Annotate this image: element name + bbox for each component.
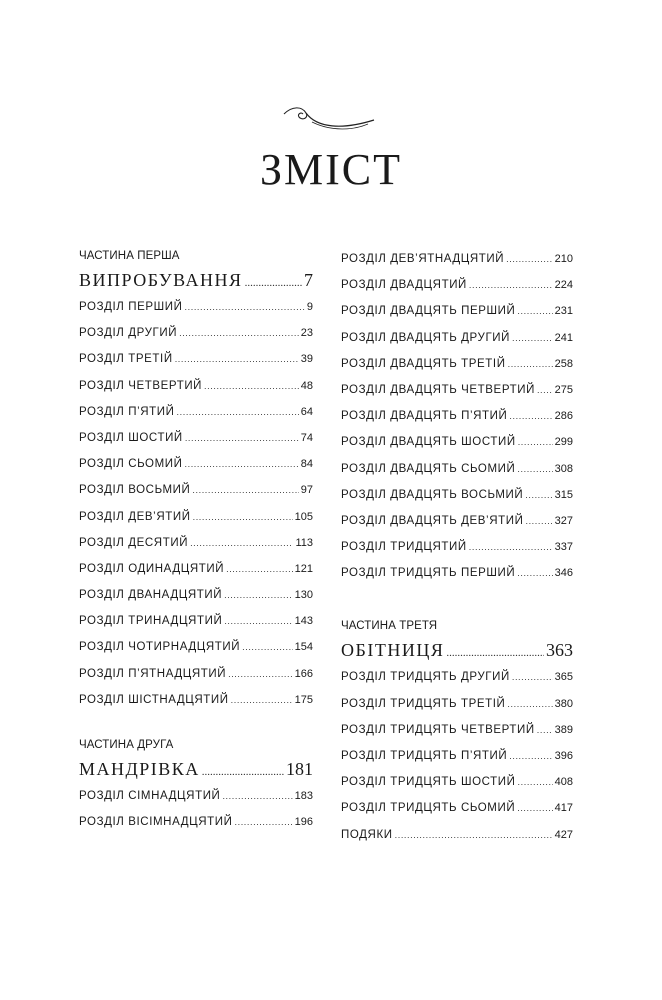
page-number: 396 [554, 750, 573, 762]
chapter-title: РОЗДІЛ ДВАДЦЯТЬ ТРЕТІЙ [341, 357, 506, 370]
chapter-title: РОЗДІЛ ЧОТИРНАДЦЯТИЙ [79, 641, 241, 654]
dot-leader [518, 769, 553, 795]
toc-entry[interactable] [341, 691, 573, 717]
dot-leader [469, 272, 553, 298]
toc-entry[interactable] [79, 687, 313, 713]
part-header: ЧАСТИНА ПЕРША [79, 250, 180, 262]
dot-leader [185, 451, 299, 477]
page-number: 113 [295, 536, 313, 549]
page-number: 175 [294, 693, 313, 706]
page-number: 39 [300, 353, 313, 366]
toc-entry[interactable] [341, 534, 573, 560]
page-number: 181 [286, 759, 313, 779]
dot-leader [518, 429, 553, 455]
toc-entry[interactable] [341, 717, 573, 743]
dot-leader [193, 504, 293, 530]
part-title: ВИПРОБУВАННЯ [79, 270, 243, 290]
chapter-title: РОЗДІЛ ДВАДЦЯТЬ ЧЕТВЕРТИЙ [341, 383, 535, 396]
dot-leader [245, 270, 302, 297]
dot-leader [509, 743, 552, 769]
toc-entry[interactable] [341, 246, 573, 272]
dot-leader [525, 482, 552, 508]
page-number: 363 [546, 640, 573, 661]
part-title: МАНДРІВКА [79, 759, 200, 779]
page-number: 7 [304, 270, 313, 290]
toc-entry[interactable] [79, 783, 313, 809]
dot-leader [242, 634, 293, 660]
chapter-title: РОЗДІЛ ДВАДЦЯТИЙ [341, 279, 467, 292]
page-number: 417 [554, 802, 573, 815]
page-number: 23 [300, 327, 313, 340]
page-number: 121 [294, 562, 313, 575]
chapter-title: РОЗДІЛ ОДИНАДЦЯТИЙ [79, 562, 225, 575]
part-header: ЧАСТИНА ДРУГА [79, 739, 174, 751]
toc-left-column [79, 246, 313, 835]
chapter-title: РОЗДІЛ ТРЕТІЙ [79, 353, 173, 366]
dot-leader [508, 351, 553, 377]
page-number: 308 [554, 462, 573, 475]
page-number: 64 [300, 405, 313, 418]
dot-leader [469, 534, 553, 560]
toc-entry[interactable] [79, 530, 313, 556]
dot-leader [224, 608, 292, 634]
page-number: 105 [294, 510, 313, 523]
page-number: 286 [554, 410, 573, 423]
chapter-title: РОЗДІЛ СІМНАДЦЯТИЙ [79, 790, 221, 802]
chapter-title: РОЗДІЛ П’ЯТИЙ [79, 405, 175, 418]
dot-leader [517, 795, 552, 821]
page-number: 315 [554, 488, 573, 501]
toc-entry[interactable] [79, 809, 313, 835]
page-number: 183 [294, 790, 313, 802]
dot-leader [537, 377, 553, 403]
chapter-title: РОЗДІЛ П’ЯТНАДЦЯТИЙ [79, 667, 227, 680]
page-title: ЗМІСТ [259, 145, 403, 194]
page-number: 408 [554, 776, 573, 789]
toc-entry[interactable] [341, 822, 573, 848]
page-number: 143 [294, 615, 313, 628]
chapter-title: РОЗДІЛ ДЕВ’ЯТНАДЦЯТИЙ [341, 253, 505, 265]
dot-leader [509, 403, 552, 429]
page-number: 275 [554, 383, 573, 396]
toc-entry[interactable] [79, 320, 313, 346]
toc-entry[interactable] [341, 298, 573, 324]
dot-leader [517, 456, 552, 482]
toc-entry[interactable] [341, 508, 573, 534]
toc-entry[interactable] [79, 504, 313, 530]
toc-entry[interactable] [79, 582, 313, 608]
dot-leader [222, 783, 292, 809]
toc-part-entry[interactable] [341, 637, 573, 664]
dot-leader [185, 294, 305, 320]
toc-entry[interactable] [341, 795, 573, 821]
dot-leader [224, 582, 293, 608]
chapter-title: РОЗДІЛ ДВАДЦЯТЬ ПЕРШИЙ [341, 305, 516, 318]
chapter-title: РОЗДІЛ СЬОМИЙ [79, 458, 183, 471]
toc-part-entry[interactable] [79, 756, 313, 783]
page-number: 224 [554, 279, 573, 292]
page-number: 97 [300, 484, 313, 497]
page-number: 327 [554, 514, 573, 527]
chapter-title: РОЗДІЛ ДВАДЦЯТЬ ДЕВ’ЯТИЙ [341, 514, 524, 527]
page-number: 365 [554, 671, 573, 684]
toc-entry[interactable] [341, 743, 573, 769]
page-number: 74 [300, 431, 313, 444]
page-number: 380 [554, 697, 573, 710]
chapter-title: РОЗДІЛ ТРИДЦЯТИЙ [341, 541, 467, 554]
chapter-title: РОЗДІЛ ДВАДЦЯТЬ ВОСЬМИЙ [341, 488, 524, 501]
page-number: 48 [300, 379, 313, 392]
page-number: 299 [554, 436, 573, 449]
toc-entry[interactable] [341, 482, 573, 508]
dot-leader [228, 661, 293, 687]
page-number: 196 [294, 816, 313, 829]
dot-leader [517, 560, 552, 586]
toc-entry[interactable] [341, 325, 573, 351]
part-header: ЧАСТИНА ТРЕТЯ [341, 620, 438, 633]
chapter-title: РОЗДІЛ ТРИДЦЯТЬ П’ЯТИЙ [341, 750, 508, 762]
chapter-title: РОЗДІЛ ДВАДЦЯТЬ ШОСТИЙ [341, 436, 516, 449]
chapter-title: РОЗДІЛ ДВАДЦЯТЬ П’ЯТИЙ [341, 410, 508, 423]
page-number: 241 [554, 331, 573, 344]
dot-leader [190, 530, 293, 556]
dot-leader [185, 425, 299, 451]
toc-entry[interactable] [341, 664, 573, 690]
toc-right-column [341, 246, 573, 848]
toc-entry[interactable] [79, 608, 313, 634]
dot-leader [446, 640, 544, 667]
dot-leader [525, 508, 552, 534]
dot-leader [177, 399, 299, 425]
part-title: ОБІТНИЦЯ [341, 640, 445, 661]
chapter-title: РОЗДІЛ ШОСТИЙ [79, 431, 183, 444]
toc-entry[interactable] [341, 351, 573, 377]
chapter-title: РОЗДІЛ ДВАДЦЯТЬ СЬОМИЙ [341, 462, 516, 475]
toc-entry[interactable] [341, 429, 573, 455]
chapter-title: РОЗДІЛ ВІСІМНАДЦЯТИЙ [79, 816, 233, 829]
chapter-title: ПОДЯКИ [341, 828, 393, 841]
chapter-title: РОЗДІЛ ДРУГИЙ [79, 327, 178, 340]
page-number: 154 [294, 641, 313, 654]
page-number: 84 [300, 458, 313, 471]
dot-leader [517, 298, 552, 324]
dot-leader [179, 320, 299, 346]
chapter-title: РОЗДІЛ ШІСТНАДЦЯТИЙ [79, 693, 229, 706]
dot-leader [512, 664, 553, 690]
chapter-title: РОЗДІЛ ТРИДЦЯТЬ ПЕРШИЙ [341, 567, 516, 580]
dot-leader [512, 325, 553, 351]
page-number: 258 [554, 357, 573, 370]
chapter-title: РОЗДІЛ ЧЕТВЕРТИЙ [79, 379, 203, 392]
toc-entry[interactable] [79, 373, 313, 399]
toc-entry[interactable] [341, 377, 573, 403]
page-number: 346 [554, 567, 573, 580]
page-number: 427 [554, 828, 573, 841]
dot-leader [202, 759, 284, 786]
chapter-title: РОЗДІЛ ДЕВ’ЯТИЙ [79, 510, 191, 523]
chapter-title: РОЗДІЛ ТРИДЦЯТЬ ТРЕТІЙ [341, 697, 506, 710]
chapter-title: РОЗДІЛ ТРИДЦЯТЬ ДРУГИЙ [341, 671, 510, 684]
chapter-title: РОЗДІЛ ТРИДЦЯТЬ ШОСТИЙ [341, 776, 516, 789]
toc-entry[interactable] [341, 272, 573, 298]
dot-leader [204, 373, 299, 399]
toc-entry[interactable] [79, 634, 313, 660]
dot-leader [175, 346, 299, 372]
page-number: 210 [554, 253, 573, 265]
dot-leader [507, 691, 552, 717]
toc-entry[interactable] [341, 456, 573, 482]
toc-entry[interactable] [79, 556, 313, 582]
toc-entry[interactable] [79, 346, 313, 372]
toc-entry[interactable] [79, 425, 313, 451]
chapter-title: РОЗДІЛ ДЕСЯТИЙ [79, 536, 189, 549]
dot-leader [506, 246, 552, 272]
toc-part-entry[interactable] [79, 267, 313, 294]
chapter-title: РОЗДІЛ ДВАНАДЦЯТИЙ [79, 589, 223, 602]
chapter-title: РОЗДІЛ ТРИДЦЯТЬ СЬОМИЙ [341, 802, 516, 815]
chapter-title: РОЗДІЛ ВОСЬМИЙ [79, 484, 191, 497]
chapter-title: РОЗДІЛ ДВАДЦЯТЬ ДРУГИЙ [341, 331, 511, 344]
dot-leader [395, 822, 553, 848]
page-number: 9 [306, 301, 313, 313]
toc-entry[interactable] [79, 399, 313, 425]
toc-entry[interactable] [341, 769, 573, 795]
dot-leader [537, 717, 553, 743]
dot-leader [235, 809, 293, 835]
page-number: 337 [554, 541, 573, 554]
toc-entry[interactable] [79, 294, 313, 320]
toc-entry[interactable] [341, 560, 573, 586]
toc-entry[interactable] [79, 661, 313, 687]
chapter-title: РОЗДІЛ ПЕРШИЙ [79, 301, 183, 313]
dot-leader [226, 556, 293, 582]
page-number: 231 [554, 305, 573, 318]
dot-leader [231, 687, 293, 713]
chapter-title: РОЗДІЛ ТРИДЦЯТЬ ЧЕТВЕРТИЙ [341, 723, 535, 736]
flourish-ornament-icon [282, 104, 376, 134]
page-number: 166 [294, 667, 313, 680]
dot-leader [192, 477, 298, 503]
chapter-title: РОЗДІЛ ТРИНАДЦЯТИЙ [79, 615, 223, 628]
page-number: 130 [294, 589, 313, 602]
toc-entry[interactable] [341, 403, 573, 429]
toc-entry[interactable] [79, 451, 313, 477]
page-number: 389 [554, 723, 573, 736]
toc-entry[interactable] [79, 477, 313, 503]
